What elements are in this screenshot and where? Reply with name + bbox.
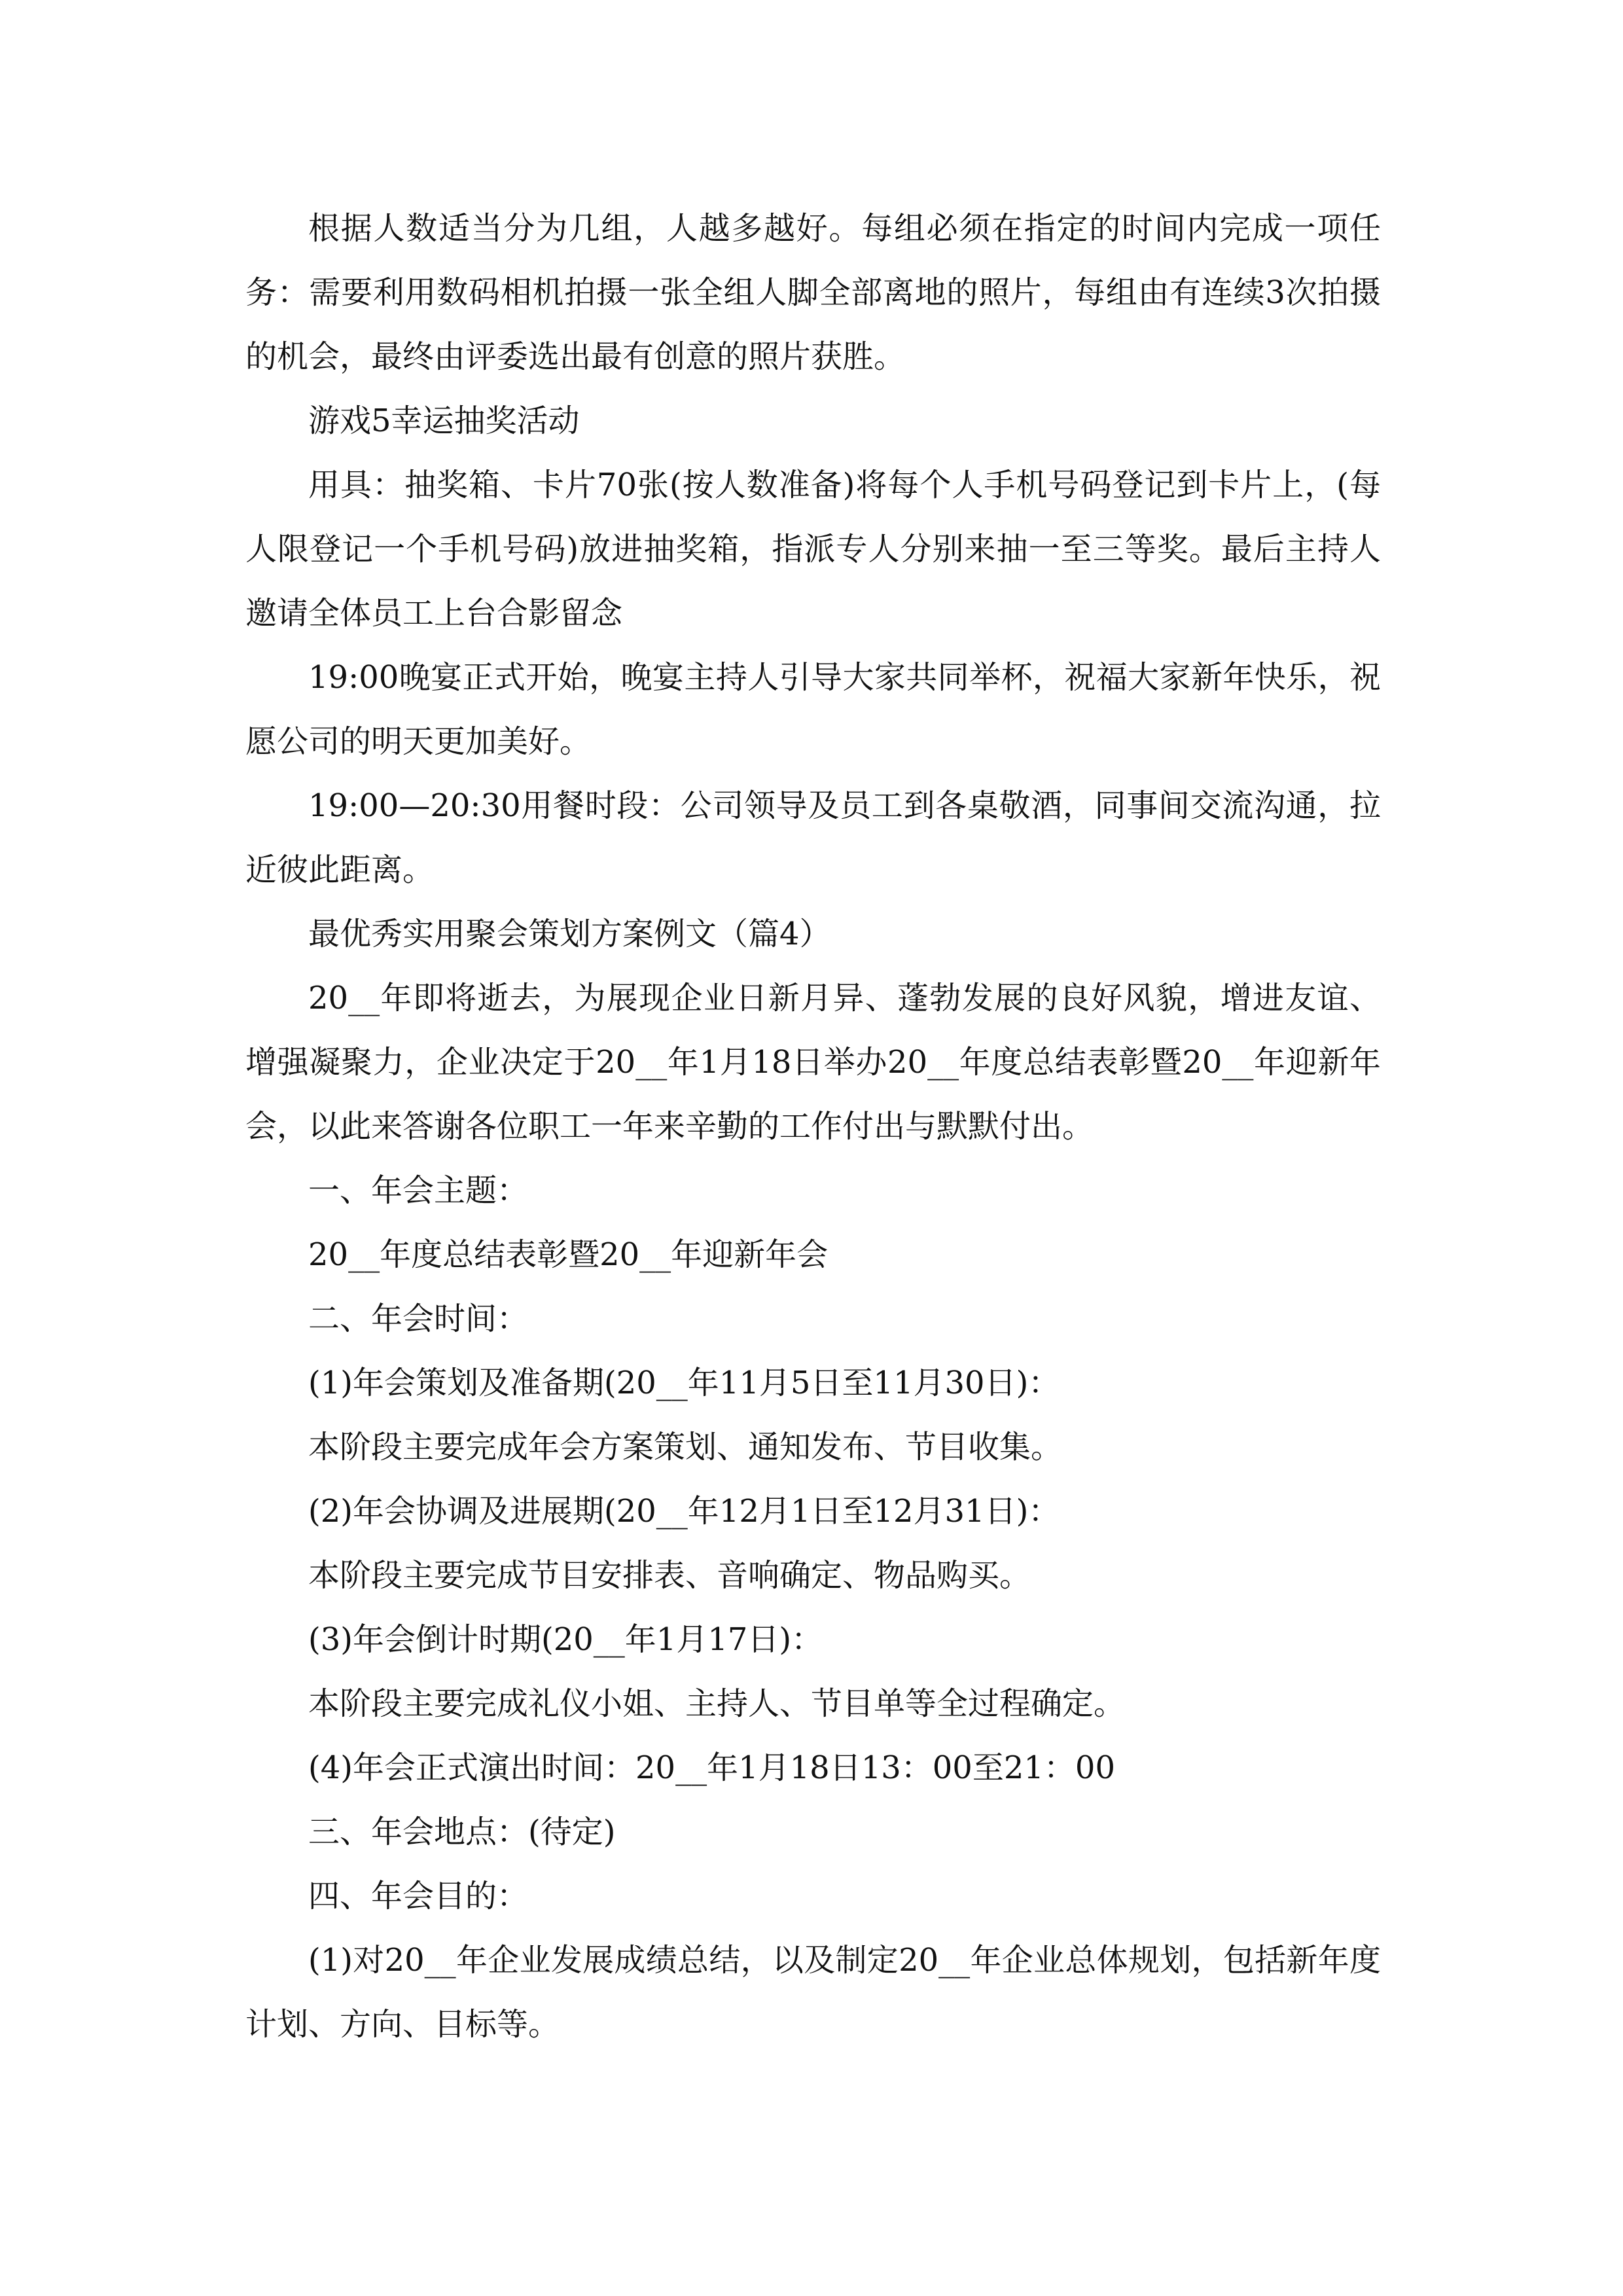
heading-purpose: 四、年会目的： xyxy=(308,1878,529,1914)
paragraph-time-phase-3: (3)年会倒计时期(20__年1月17日)： xyxy=(308,1621,823,1658)
paragraph-phase-1-detail: 本阶段主要完成年会方案策划、通知发布、节目收集。 xyxy=(308,1429,1063,1465)
paragraph-banquet-start: 19:00晚宴正式开始，晚宴主持人引导大家共同举杯，祝福大家新年快乐，祝愿公司的明天更加美好。 xyxy=(245,659,1381,760)
paragraph-lottery-tools: 用具：抽奖箱、卡片70张(按人数准备)将每个人手机号码登记到卡片上，(每人限登记一个手机号码)放进抽奖箱，指派专人分别来抽一至三等奖。最后主持人邀请全体员工上台合影留念 xyxy=(245,467,1381,632)
paragraph-time-phase-4: (4)年会正式演出时间：20__年1月18日13：00至21：00 xyxy=(308,1749,1116,1786)
paragraph-phase-3-detail: 本阶段主要完成礼仪小姐、主持人、节目单等全过程确定。 xyxy=(308,1685,1126,1722)
paragraph-intro: 20__年即将逝去，为展现企业日新月异、蓬勃发展的良好风貌，增进友谊、增强凝聚力，企业决定于20__年1月18日举办20__年度总结表彰暨20__年迎新年会，以此来答谢各位职工一年来辛勤的工作付出与默默付出。 xyxy=(245,980,1381,1145)
heading-location: 三、年会地点：(待定) xyxy=(308,1814,616,1850)
section-title-part-4: 最优秀实用聚会策划方案例文（篇4） xyxy=(308,916,831,952)
heading-game-5-lottery: 游戏5幸运抽奖活动 xyxy=(308,403,580,439)
paragraph-theme: 20__年度总结表彰暨20__年迎新年会 xyxy=(308,1236,829,1273)
paragraph-phase-2-detail: 本阶段主要完成节目安排表、音响确定、物品购买。 xyxy=(308,1557,1031,1594)
paragraph-time-phase-1: (1)年会策划及准备期(20__年11月5日至11月30日)： xyxy=(308,1365,1060,1401)
paragraph-dining-period: 19:00—20:30用餐时段：公司领导及员工到各桌敬酒，同事间交流沟通，拉近彼此距离。 xyxy=(245,787,1381,888)
paragraph-purpose-1: (1)对20__年企业发展成绩总结，以及制定20__年企业总体规划，包括新年度计划、方向、目标等。 xyxy=(245,1942,1381,2043)
paragraph-photo-game: 根据人数适当分为几组，人越多越好。每组必须在指定的时间内完成一项任务：需要利用数码相机拍摄一张全组人脚全部离地的照片，每组由有连续3次拍摄的机会，最终由评委选出最有创意的照片获胜。 xyxy=(245,210,1381,375)
document-body xyxy=(245,196,1381,2056)
heading-time: 二、年会时间： xyxy=(308,1300,529,1337)
heading-theme: 一、年会主题： xyxy=(308,1172,529,1209)
paragraph-time-phase-2: (2)年会协调及进展期(20__年12月1日至12月31日)： xyxy=(308,1493,1060,1530)
